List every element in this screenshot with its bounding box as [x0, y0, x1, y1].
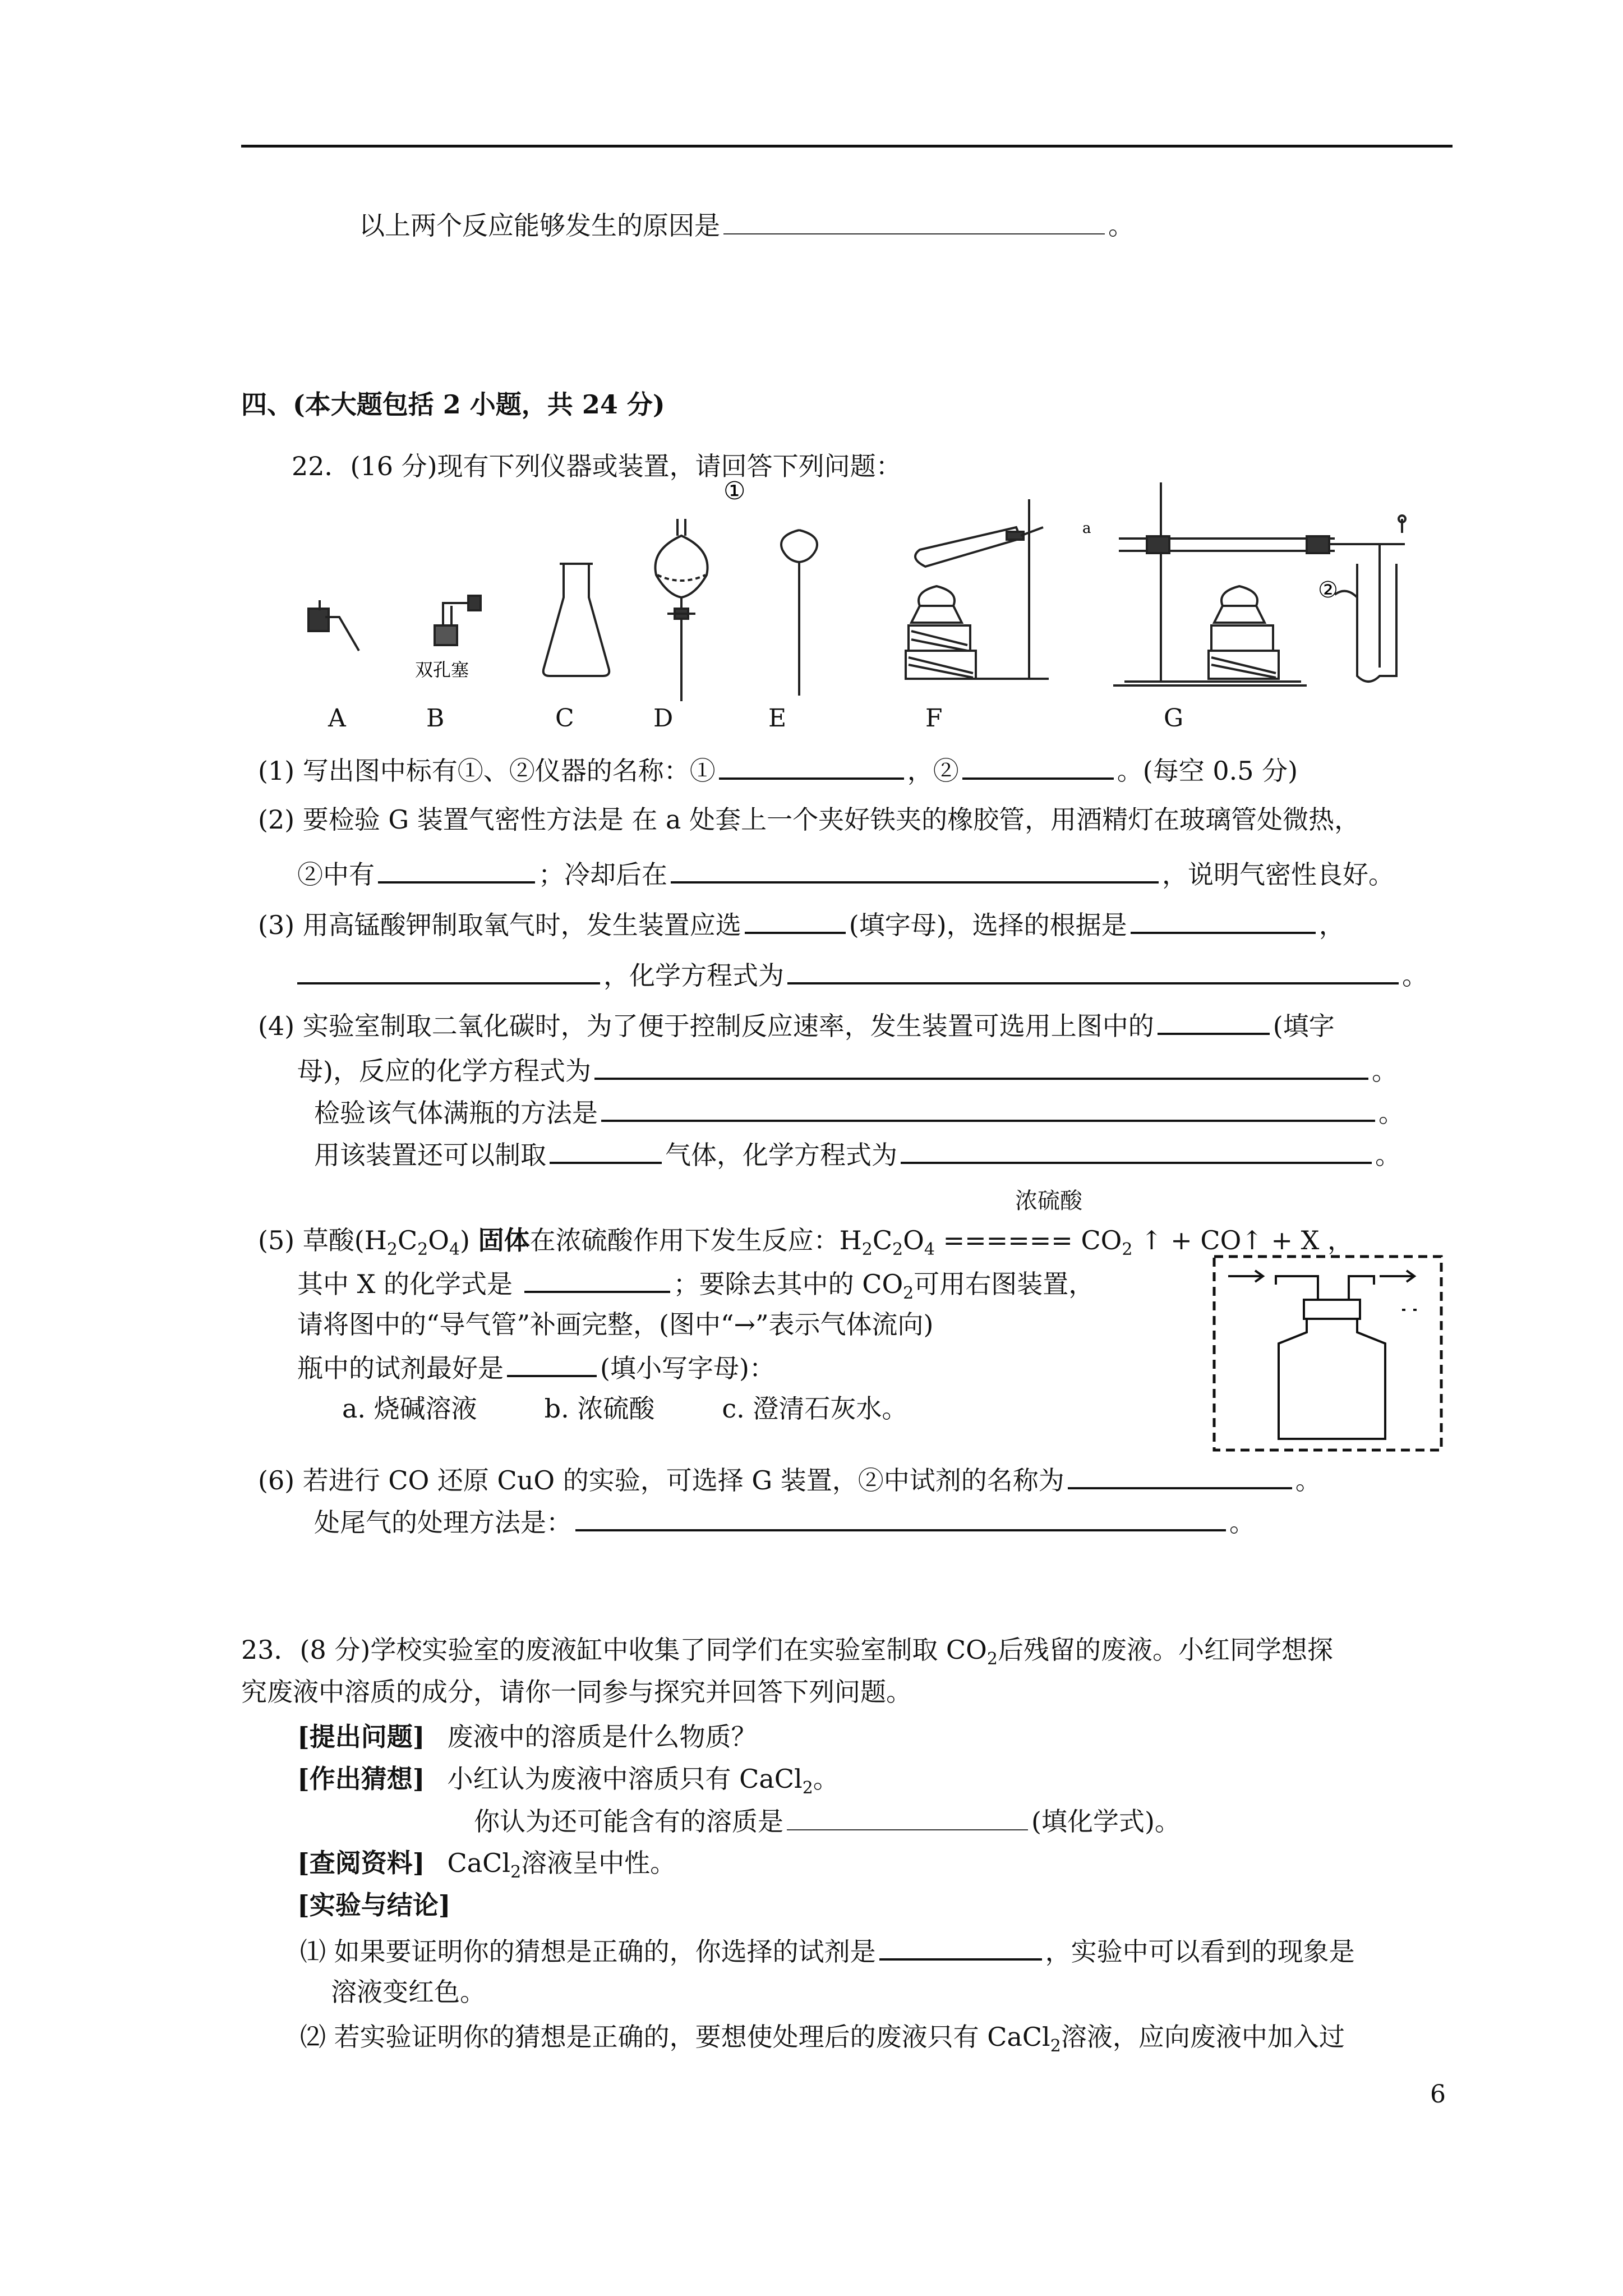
q22-p5c: 请将图中的“导气管”补画完整，(图中“→”表示气体流向) — [297, 1309, 934, 1340]
label-b-caption: 双孔塞 — [415, 659, 469, 680]
q23-reference: [查阅资料] CaCl$_2$溶液呈中性。 — [297, 1848, 676, 1883]
q22-p6b: 处尾气的处理方法是： 。 — [314, 1503, 1255, 1540]
reaction-condition: 浓硫酸 — [1015, 1188, 1082, 1214]
answer-blank-2[interactable] — [962, 752, 1114, 780]
figure-label-e: E — [768, 704, 787, 733]
q23-experiment-heading: [实验与结论] — [297, 1890, 451, 1920]
q23-problem: [提出问题] 废液中的溶质是什么物质？ — [297, 1722, 757, 1752]
q22-p2b: ②中有 ；冷却后在 ，说明气密性良好。 — [297, 855, 1394, 892]
q22-intro: 22．(16 分)现有下列仪器或装置，请回答下列问题： — [292, 451, 902, 481]
answer-blank-17[interactable] — [575, 1503, 1226, 1531]
mark-a-label: a — [1082, 520, 1091, 537]
apparatus-d-separatory-funnel — [655, 519, 707, 701]
answer-blank-16[interactable] — [1068, 1461, 1292, 1489]
q21-tail-line: 以上两个反应能够发生的原因是 。 — [359, 208, 1134, 243]
q22-p5e: a. 烧碱溶液 b. 浓硫酸 c. 澄清石灰水。 — [342, 1393, 908, 1424]
page-number: 6 — [1430, 2080, 1446, 2109]
q22-p3b: ，化学方程式为 。 — [297, 956, 1428, 993]
answer-blank-6[interactable] — [1131, 906, 1316, 934]
apparatus-f-heating-setup — [906, 499, 1049, 679]
answer-blank-3[interactable] — [378, 855, 535, 884]
apparatus-c-conical-flask — [543, 564, 610, 676]
mark-1-label: ① — [723, 477, 746, 505]
answer-blank-15[interactable] — [507, 1349, 597, 1377]
q23-hypothesis: [作出猜想] 小红认为废液中溶质只有 CaCl$_2$。 — [297, 1764, 839, 1798]
answer-blank-4[interactable] — [671, 855, 1159, 884]
q21-answer-blank[interactable] — [723, 208, 1105, 234]
figure-label-b: B — [426, 704, 445, 733]
gas-wash-bottle-figure — [1211, 1254, 1447, 1456]
q22-p4b: 母)，反应的化学方程式为 。 — [297, 1052, 1398, 1088]
mark-2-label: ② — [1318, 577, 1338, 603]
q22-p1: (1) 写出图中标有①、②仪器的名称：① ，② 。(每空 0.5 分) — [258, 752, 1298, 788]
section-4-title: 四、(本大题包括 2 小题，共 24 分) — [241, 389, 665, 420]
q22-p5d: 瓶中的试剂最好是 (填小写字母)： — [297, 1349, 775, 1386]
q23-hypothesis-2: 你认为还可能含有的溶质是 (填化学式)。 — [474, 1803, 1181, 1839]
apparatus-b-two-hole-stopper — [435, 596, 481, 645]
answer-blank-7[interactable] — [297, 956, 600, 984]
q22-p5b: 其中 X 的化学式是 ；要除去其中的 $CO_2$可用右图装置， — [297, 1265, 1094, 1311]
answer-blank-12[interactable] — [550, 1136, 662, 1164]
q23-intro-1: 23．(8 分)学校实验室的废液缸中收集了同学们在实验室制取 $CO_2$后残留的废液。小红同学想探 — [241, 1635, 1333, 1669]
q22-p4a: (4) 实验室制取二氧化碳时，为了便于控制反应速率，发生装置可选用上图中的 (填字 — [258, 1007, 1335, 1043]
answer-blank-11[interactable] — [601, 1094, 1375, 1122]
apparatus-g-reduction-setup — [1113, 482, 1405, 685]
answer-blank-10[interactable] — [594, 1052, 1368, 1080]
apparatus-figure — [280, 466, 1458, 701]
answer-blank-1[interactable] — [719, 752, 904, 780]
answer-blank-14[interactable] — [524, 1265, 670, 1293]
q22-p5-reaction: (5) 草酸$(H_2C_2O_4)$ 固体在浓硫酸作用下发生反应：$H_2C_2O_4$ ====== $CO_2$ ↑ + CO↑ + X ， — [258, 1225, 1354, 1260]
answer-blank-8[interactable] — [787, 956, 1399, 984]
figure-label-f: F — [925, 704, 943, 733]
q22-p6a: (6) 若进行 CO 还原 CuO 的实验，可选择 G 装置，②中试剂的名称为 。 — [258, 1461, 1321, 1498]
q22-p4c: 检验该气体满瓶的方法是 。 — [314, 1094, 1404, 1130]
figure-label-a: A — [328, 704, 346, 733]
answer-blank-9[interactable] — [1158, 1007, 1270, 1035]
answer-blank-19[interactable] — [879, 1932, 1042, 1961]
q23-intro-2: 究废液中溶质的成分，请你一同参与探究并回答下列问题。 — [241, 1677, 912, 1707]
header-rule — [241, 145, 1453, 148]
apparatus-a-stopper — [308, 600, 359, 651]
apparatus-e-long-neck-funnel — [781, 530, 817, 696]
figure-label-d: D — [653, 704, 674, 733]
answer-blank-5[interactable] — [745, 906, 846, 934]
figure-label-c: C — [555, 704, 574, 733]
answer-blank-18[interactable] — [787, 1803, 1028, 1830]
q23-step-2: ⑵ 若实验证明你的猜想是正确的，要想使处理后的废液只有 CaCl$_2$溶液，应向废液中加入过 — [300, 2022, 1345, 2056]
figure-label-g: G — [1164, 704, 1184, 733]
q22-p2a: (2) 要检验 G 装置气密性方法是 在 a 处套上一个夹好铁夹的橡胶管，用酒精灯在玻璃管处微热， — [258, 804, 1361, 835]
q23-step-1-cont: 溶液变红色。 — [331, 1977, 486, 2007]
answer-blank-13[interactable] — [901, 1136, 1372, 1164]
q22-p4d: 用该装置还可以制取 气体，化学方程式为 。 — [314, 1136, 1401, 1172]
q23-step-1: ⑴ 如果要证明你的猜想是正确的，你选择的试剂是 ，实验中可以看到的现象是 — [300, 1932, 1355, 1969]
q22-p3a: (3) 用高锰酸钾制取氧气时，发生装置应选 (填字母)，选择的根据是 ， — [258, 906, 1345, 942]
